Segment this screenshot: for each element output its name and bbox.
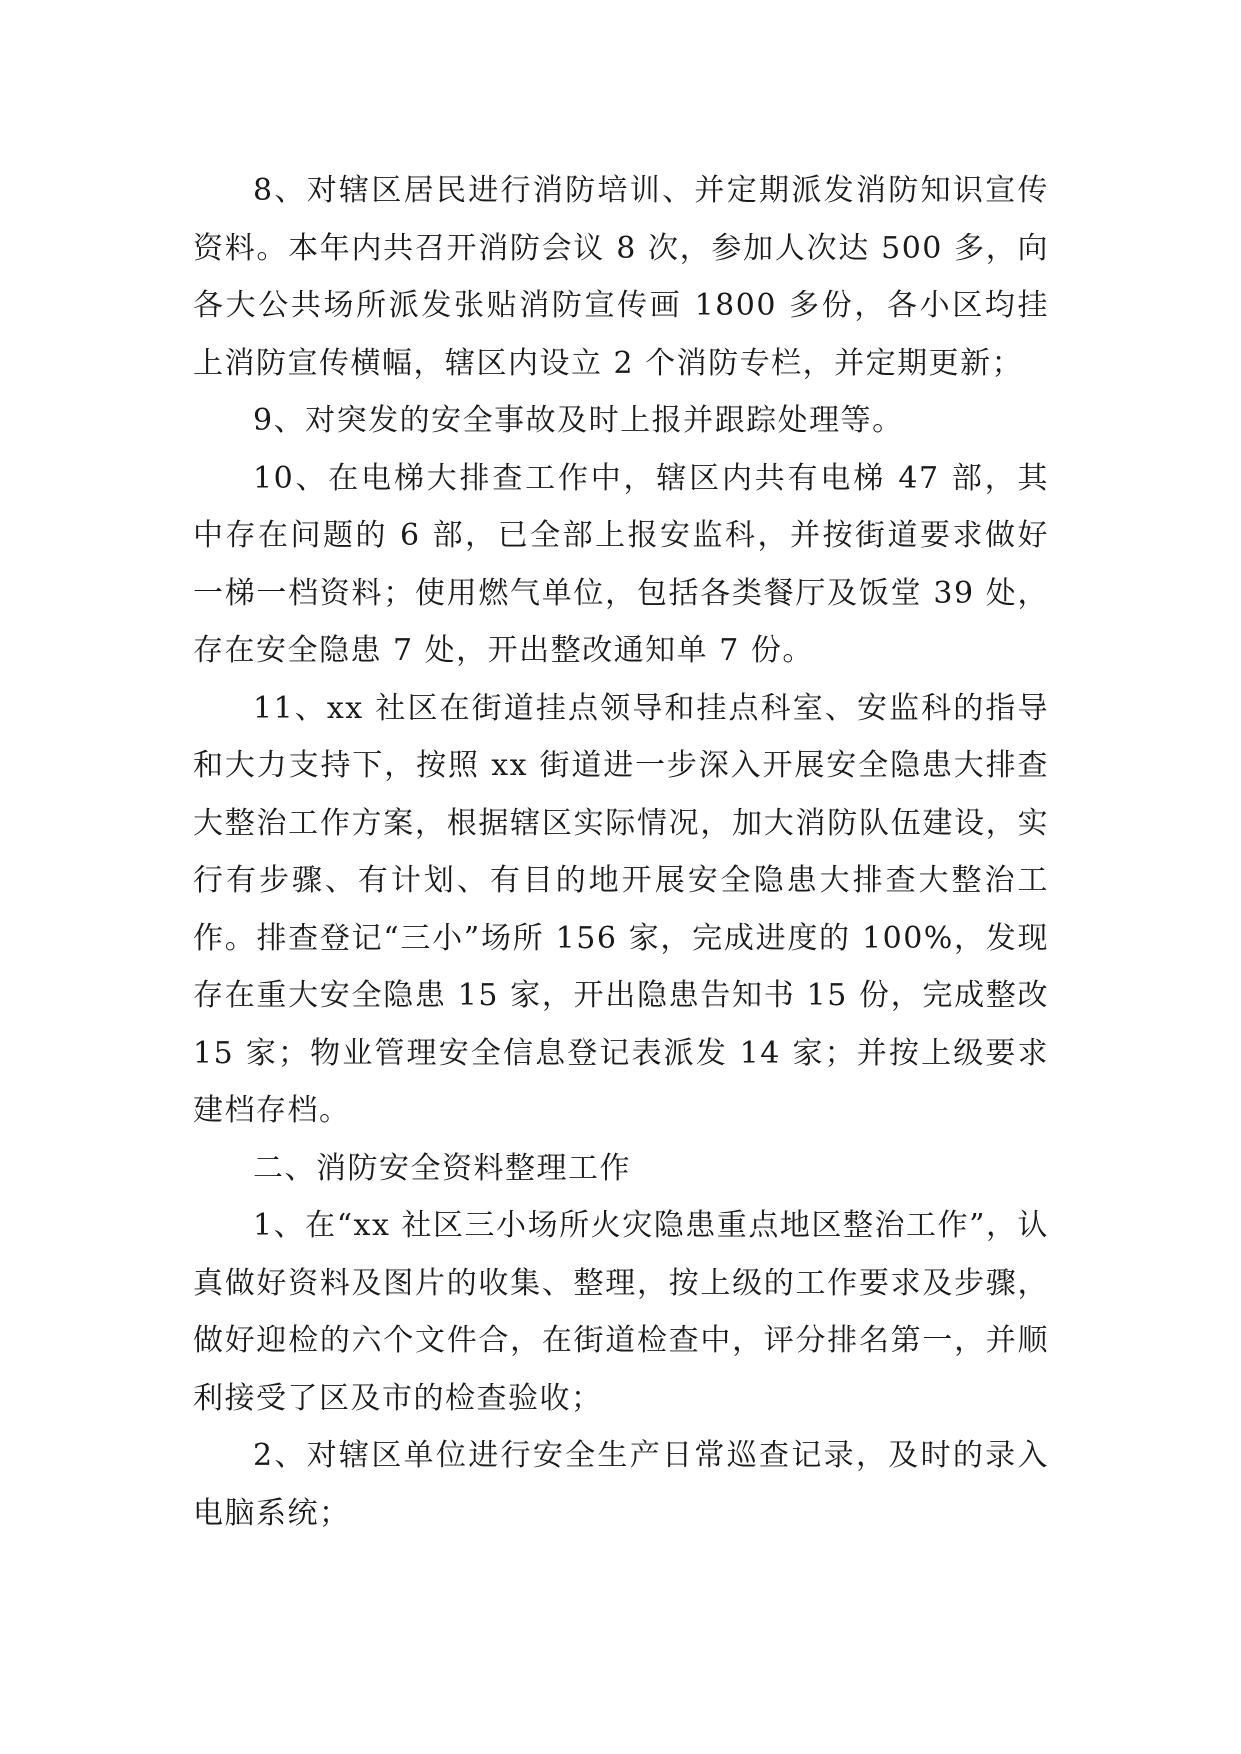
section-heading-2: 二、消防安全资料整理工作 — [253, 1150, 631, 1186]
paragraph-item-11: 11、xx 社区在街道挂点领导和挂点科室、安监科的指导和大力支持下，按照 xx 街道进一步深入开展安全隐患大排查大整治工作方案，根据辖区实际情况，加大消防队伍建设，实行有步骤、有计划、有目的地开展安全隐患大排查大整治工作。排查登记“三小”场所 156 家，完成进度的 100%，发现存在重大安全隐患 15 家，开出隐患告知书 15 份，完成整改 15 家；物业管理安全信息登记表派发 14 家；并按上级要求建档存档。 — [193, 690, 1049, 1128]
paragraph-section2-item-2: 2、对辖区单位进行安全生产日常巡查记录，及时的录入电脑系统； — [193, 1438, 1049, 1531]
paragraph-section2-item-1: 1、在“xx 社区三小场所火灾隐患重点地区整治工作”，认真做好资料及图片的收集、整理，按上级的工作要求及步骤，做好迎检的六个文件合，在街道检查中，评分排名第一，并顺利接受了区及市的检查验收； — [193, 1208, 1049, 1416]
paragraph-item-9: 9、对突发的安全事故及时上报并跟踪处理等。 — [253, 403, 904, 438]
paragraph-item-10: 10、在电梯大排查工作中，辖区内共有电梯 47 部，其中存在问题的 6 部，已全部上报安监科，并按街道要求做好一梯一档资料；使用燃气单位，包括各类餐厅及饭堂 39 处，存在安全隐患 7 处，开出整改通知单 7 份。 — [193, 460, 1049, 668]
document-body — [193, 162, 1049, 1542]
paragraph-item-8: 8、对辖区居民进行消防培训、并定期派发消防知识宣传资料。本年内共召开消防会议 8 次，参加人次达 500 多，向各大公共场所派发张贴消防宣传画 1800 多份，各小区均挂上消防宣传横幅，辖区内设立 2 个消防专栏，并定期更新； — [193, 173, 1049, 381]
